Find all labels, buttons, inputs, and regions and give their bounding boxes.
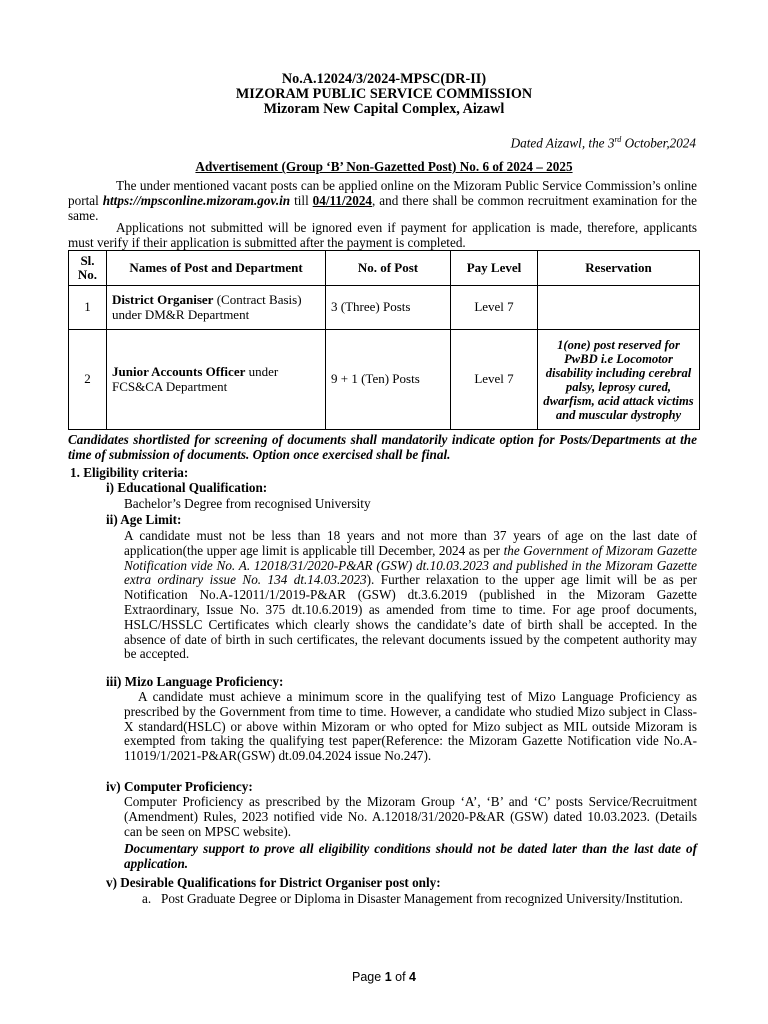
age-text: A candidate must not be less than 18 years and not more than 37 years of age on the last date of application(the upper age limit is applicable till December, 2024 as per the Government of Mizoram Gazette Notification vide No. A. 12018/31/2020-P&AR (GSW) dt.10.03.2023 and published in the Mizoram Gazette extra ordinary issue No. 134 dt.14.03.2023). Further relaxation to the upper age limit will be as per Notification No.A-12011/1/2019-P&AR (GSW) dt.3.6.2019 (published in the Mizoram Gazette Extraordinary, Issue No. 375 dt.10.6.2019) as amended from time to time. For age proof documents, HSLC/HSSLC Certificates which clearly shows the candidate’s date of birth shall be accepted. In the absence of date of birth in such certificates, the relevant documents issued by the competent authority may be accepted. (124, 528, 697, 662)
computer-text: Computer Proficiency as prescribed by the Mizoram Group ‘A’, ‘B’ and ‘C’ posts Service/Recruitment (Amendment) Rules, 2023 notified vide No. A.12018/31/2020-P&AR (GSW) dated 10.03.2023. (Details can be seen on MPSC website). (124, 794, 697, 839)
row2-sl: 2 (69, 330, 107, 430)
row2-pay: Level 7 (451, 330, 538, 430)
portal-link[interactable]: https://mpsconline.mizoram.gov.in (102, 192, 291, 208)
header-reservation: Reservation (538, 251, 700, 286)
mizo-heading: iii) Mizo Language Proficiency: (106, 674, 284, 689)
header-sl: Sl. No. (69, 251, 107, 286)
row1-post: District Organiser (Contract Basis) under DM&R Department (107, 286, 326, 330)
table-header-row (69, 251, 700, 286)
reference-number: No.A.12024/3/2024-MPSC(DR-II) (281, 71, 487, 87)
row1-pay: Level 7 (451, 286, 538, 330)
table-row (69, 286, 700, 330)
row1-sl: 1 (69, 286, 107, 330)
row1-reservation (538, 286, 700, 330)
header-no-of-post: No. of Post (326, 251, 451, 286)
row2-post: Junior Accounts Officer under FCS&CA Department (107, 330, 326, 430)
desirable-a-label: a. (142, 891, 152, 906)
row2-reservation: 1(one) post reserved for PwBD i.e Locomotor disability including cerebral palsy, leprosy cured, dwarfism, acid attack victims and muscular dystrophy (538, 330, 700, 430)
row1-num: 3 (Three) Posts (326, 286, 451, 330)
desirable-a-text: Post Graduate Degree or Diploma in Disaster Management from recognized University/Institution. (161, 891, 683, 906)
table-row (69, 330, 700, 430)
edu-heading: i) Educational Qualification: (106, 480, 268, 495)
age-heading: ii) Age Limit: (106, 512, 182, 527)
intro-paragraph-1: The under mentioned vacant posts can be applied online on the Mizoram Public Service Commission’s online portal https://mpsconline.mizoram.gov.in till 04/11/2024, and there shall be common recruitment examination for the same. (68, 178, 698, 223)
header-post: Names of Post and Department (107, 251, 326, 286)
documentary-support-note: Documentary support to prove all eligibility conditions should not be dated later than the last date of application. (124, 841, 697, 871)
advertisement-title: Advertisement (Group ‘B’ Non-Gazetted Post) No. 6 of 2024 – 2025 (195, 159, 573, 174)
date-line: Dated Aizawl, the 3rd October,2024 (510, 135, 696, 151)
page-footer: Page 1 of 4 (352, 970, 416, 984)
desirable-heading: v) Desirable Qualifications for District Organiser post only: (106, 875, 441, 890)
edu-text: Bachelor’s Degree from recognised University (124, 496, 371, 511)
eligibility-heading: 1. Eligibility criteria: (70, 465, 189, 480)
last-date: 04/11/2024 (312, 192, 373, 208)
header-pay-level: Pay Level (451, 251, 538, 286)
row2-num: 9 + 1 (Ten) Posts (326, 330, 451, 430)
posts-table (68, 250, 700, 430)
computer-heading: iv) Computer Proficiency: (106, 779, 253, 794)
intro-paragraph-2: Applications not submitted will be ignored even if payment for application is made, therefore, applicants must verify if their application is submitted after the payment is completed. (68, 220, 697, 250)
organisation-address: Mizoram New Capital Complex, Aizawl (263, 101, 505, 117)
mizo-text: A candidate must achieve a minimum score in the qualifying test of Mizo Language Proficiency as prescribed by the Government from time to time. However, a candidate who studied Mizo subject in Class-X standard(HSLC) or above within Mizoram or who opted for Mizo subject as MIL outside Mizoram is exempted from taking the qualifying test paper(Reference: the Mizoram Gazette Notification vide No.A-11019/1/2021-P&AR(GSW) dt.09.04.2024 issue No.247). (124, 689, 697, 764)
shortlist-note: Candidates shortlisted for screening of documents shall mandatorily indicate option for Posts/Departments at the time of submission of documents. Option once exercised shall be final. (68, 432, 697, 462)
organisation-name: MIZORAM PUBLIC SERVICE COMMISSION (235, 86, 533, 102)
